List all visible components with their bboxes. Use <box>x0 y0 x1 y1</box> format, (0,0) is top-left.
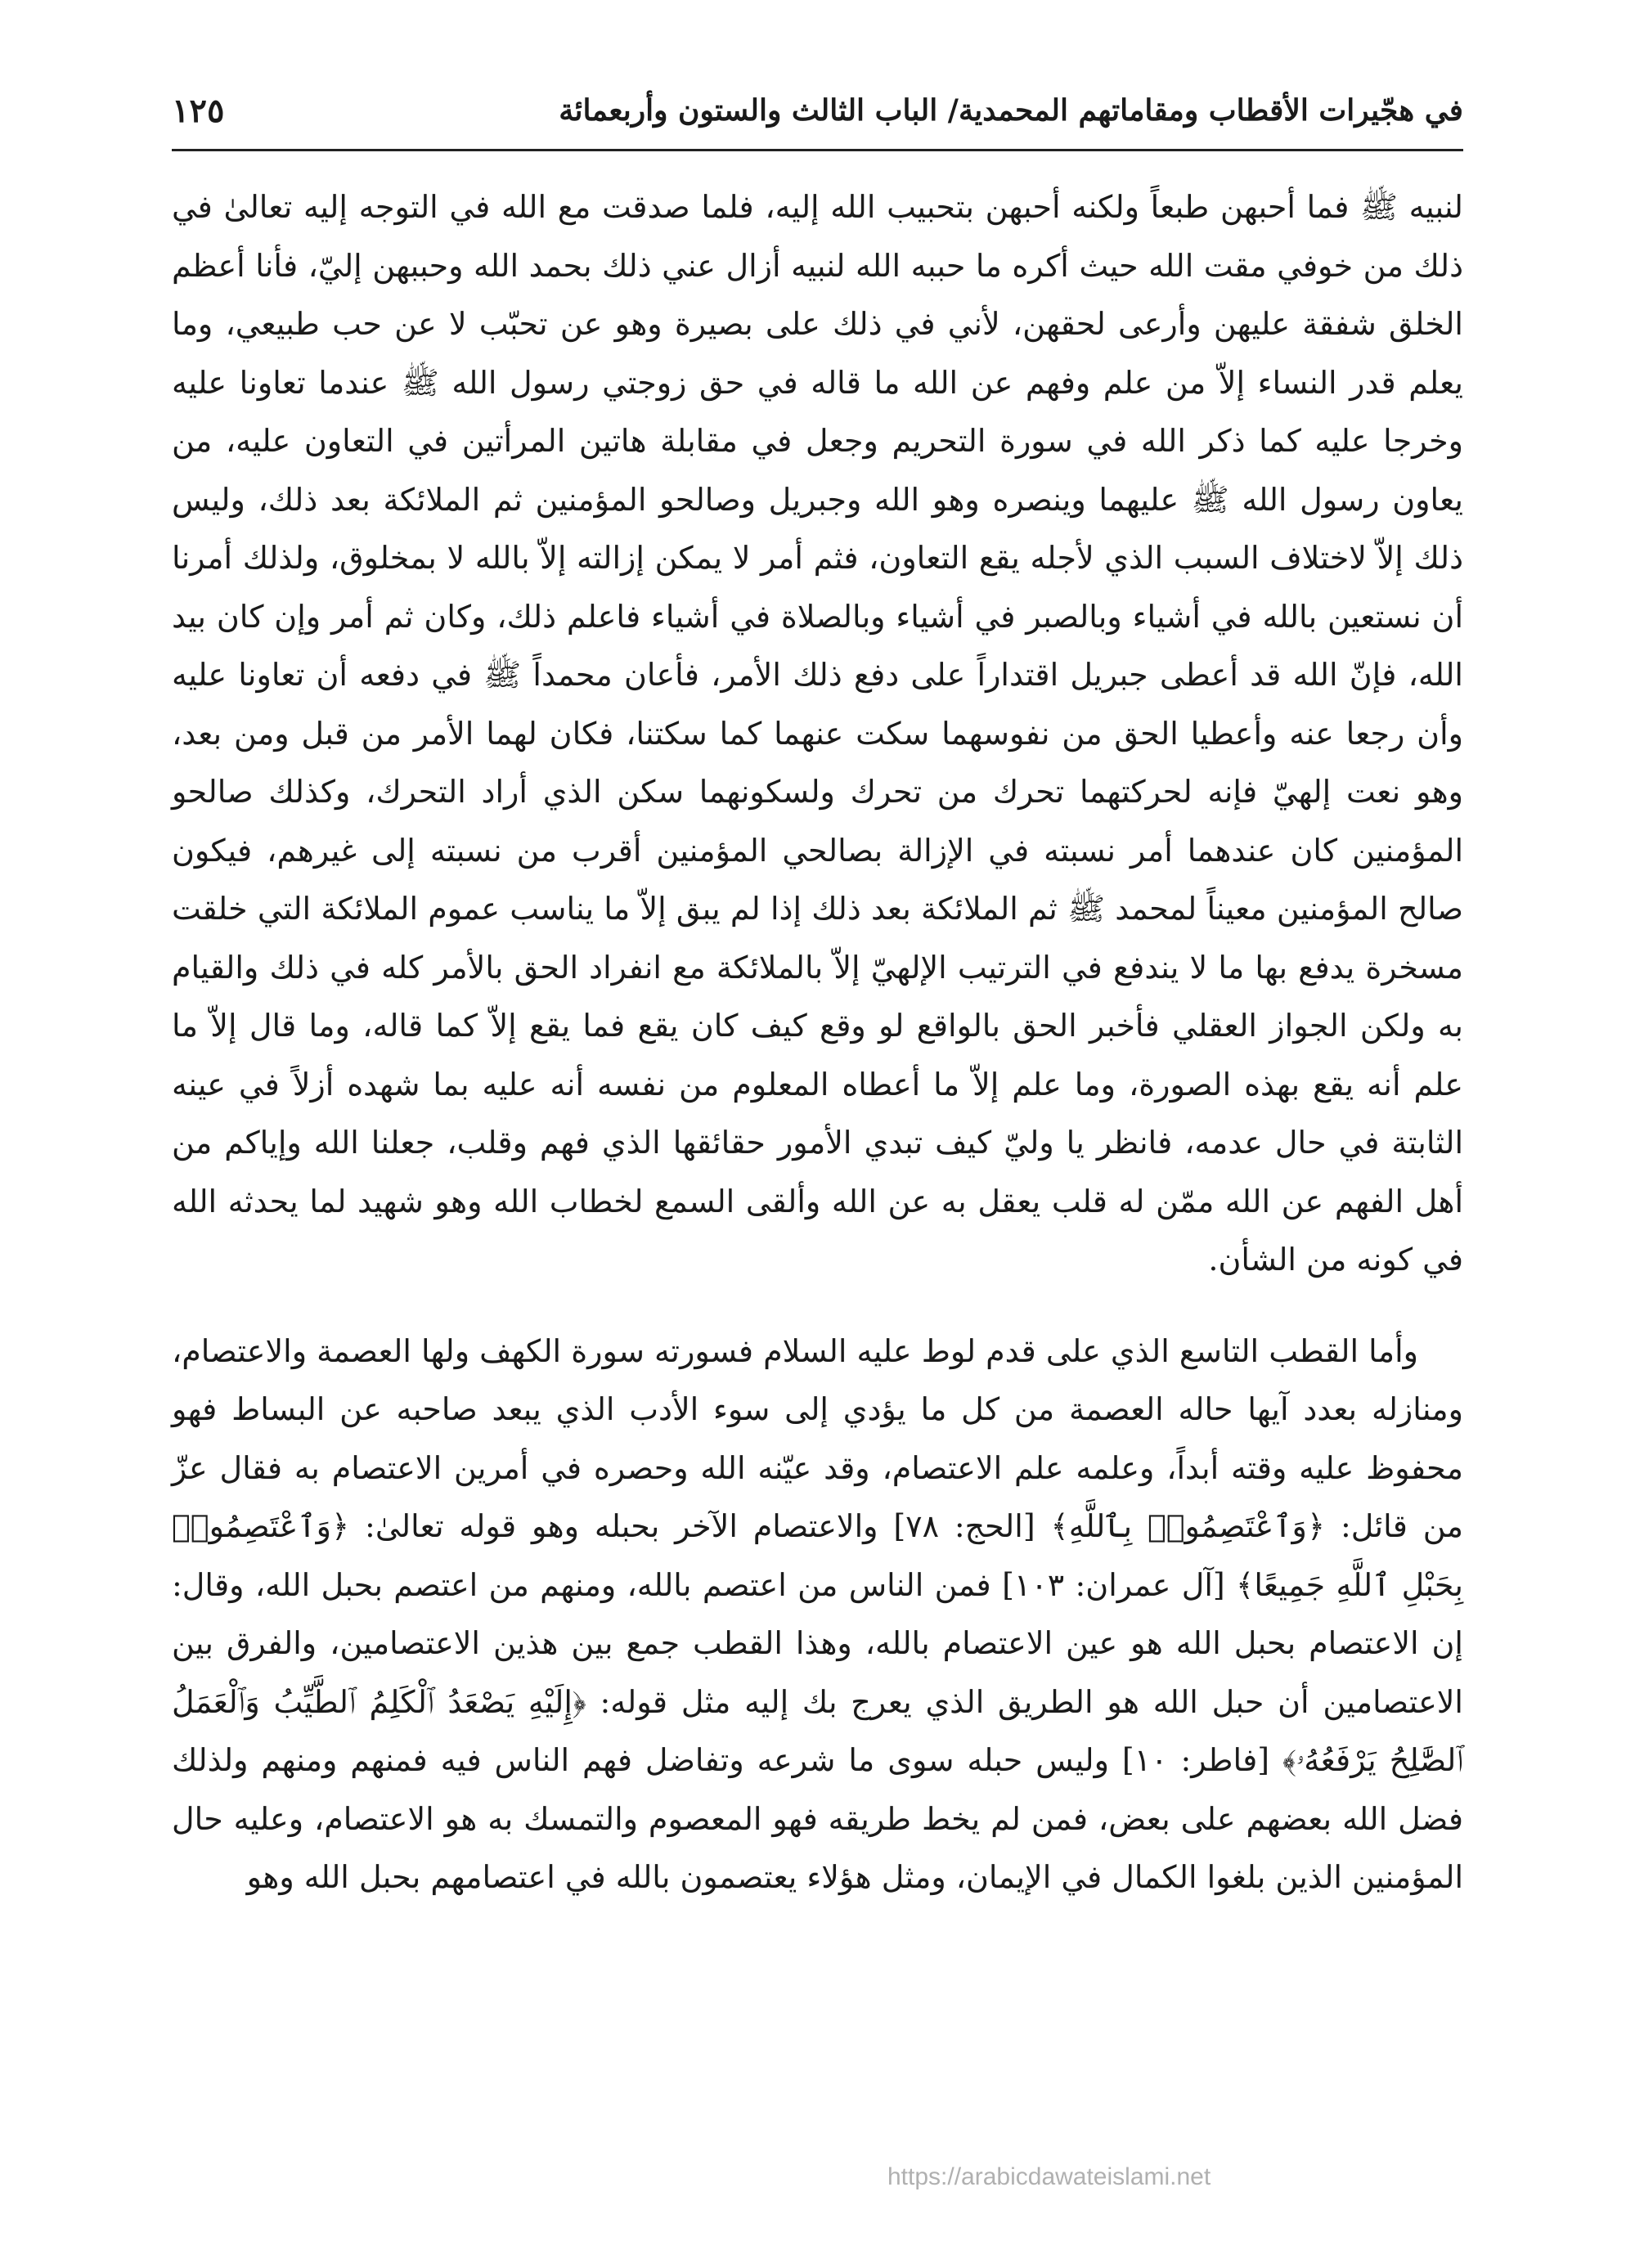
paragraph: لنبيه ﷺ فما أحبهن طبعاً ولكنه أحبهن بتحبيب الله إليه، فلما صدقت مع الله في التوجه إليه تعالىٰ في ذلك من خوفي مقت الله حيث أكره ما حببه الله لنبيه أزال عني ذلك بحمد الله وحببهن إليّ، فأنا أعظم الخلق شفقة عليهن وأرعى لحقهن، لأني في ذلك على بصيرة وهو عن تحبّب لا عن حب طبيعي، وما يعلم قدر النساء إلاّ من علم وفهم عن الله ما قاله في حق زوجتي رسول الله ﷺ عندما تعاونا عليه وخرجا عليه كما ذكر الله في سورة التحريم وجعل في مقابلة هاتين المرأتين في التعاون عليه، من يعاون رسول الله ﷺ عليهما وينصره وهو الله وجبريل وصالحو المؤمنين ثم الملائكة بعد ذلك، وليس ذلك إلاّ لاختلاف السبب الذي لأجله يقع التعاون، فثم أمر لا يمكن إزالته إلاّ بالله لا بمخلوق، ولذلك أمرنا أن نستعين بالله في أشياء وبالصبر في أشياء وبالصلاة في أشياء فاعلم ذلك، وكان ثم أمر وإن كان بيد الله، فإنّ الله قد أعطى جبريل اقتداراً على دفع ذلك الأمر، فأعان محمداً ﷺ في دفعه أن تعاونا عليه وأن رجعا عنه وأعطيا الحق من نفوسهما سكت عنهما كما سكتنا، فكان لهما الأمر من قبل ومن بعد، وهو نعت إلهيّ فإنه لحركتهما تحرك من تحرك ولسكونهما سكن الذي أراد التحرك، وكذلك صالحو المؤمنين كان عندهما أمر نسبته في الإزالة بصالحي المؤمنين أقرب من نسبته إلى غيرهم، فيكون صالح المؤمنين معيناً لمحمد ﷺ ثم الملائكة بعد ذلك إذا لم يبق إلاّ ما يناسب عموم الملائكة التي خلقت مسخرة يدفع بها ما لا يندفع في الترتيب الإلهيّ إلاّ بالملائكة مع انفراد الحق بالأمر كله في ذلك والقيام به ولكن الجواز العقلي فأخبر الحق بالواقع لو وقع كيف كان يقع فما يقع إلاّ كما قاله، وما قال إلاّ ما علم أنه يقع بهذه الصورة، وما علم إلاّ ما أعطاه المعلوم من نفسه أنه عليه بما شهده أزلاً في عينه الثابتة في حال عدمه، فانظر يا وليّ كيف تبدي الأمور حقائقها الذي فهم وقلب، جعلنا الله وإياكم من أهل الفهم عن الله ممّن له قلب يعقل به عن الله وألقى السمع لخطاب الله وهو شهيد لما يحدثه الله في كونه من الشأن. <box>172 189 1464 1278</box>
running-title: في هجّيرات الأقطاب ومقاماتهم المحمدية/ الباب الثالث والستون وأربعمائة <box>559 93 1463 128</box>
main-text <box>172 178 1463 1907</box>
paragraph: وأما القطب التاسع الذي على قدم لوط عليه السلام فسورته سورة الكهف ولها العصمة والاعتصام، ومنازله بعدد آيها حاله العصمة من كل ما يؤدي إلى سوء الأدب الذي يبعد صاحبه عن البساط فهو محفوظ عليه وقته أبداً، وعلمه علم الاعتصام، وقد عيّنه الله وحصره في أمرين الاعتصام به فقال عزّ من قائل: ﴿وَٱعْتَصِمُوا۟ بِٱللَّهِ﴾ [الحج: ٧٨] والاعتصام الآخر بحبله وهو قوله تعالىٰ: ﴿وَٱعْتَصِمُوا۟ بِحَبْلِ ٱللَّهِ جَمِيعًا﴾ [آل عمران: ١٠٣] فمن الناس من اعتصم بالله، ومنهم من اعتصم بحبل الله، وقال: إن الاعتصام بحبل الله هو عين الاعتصام بالله، وهذا القطب جمع بين هذين الاعتصامين، والفرق بين الاعتصامين أن حبل الله هو الطريق الذي يعرج بك إليه مثل قوله: ﴿إِلَيْهِ يَصْعَدُ ٱلْكَلِمُ ٱلطَّيِّبُ وَٱلْعَمَلُ ٱلصَّٰلِحُ يَرْفَعُهُۥ﴾ [فاطر: ١٠] وليس حبله سوى ما شرعه وتفاضل فهم الناس فيه فمنهم ومنهم ولذلك فضل الله بعضهم على بعض، فمن لم يخط طريقه فهو المعصوم والتمسك به هو الاعتصام، وعليه حال المؤمنين الذين بلغوا الكمال في الإيمان، ومثل هؤلاء يعتصمون بالله في اعتصامهم بحبل الله وهو <box>172 1332 1464 1895</box>
page-number: ١٢٥ <box>172 91 225 130</box>
running-header <box>172 82 1463 151</box>
watermark-url: https://arabicdawateislami.net <box>887 2163 1211 2190</box>
